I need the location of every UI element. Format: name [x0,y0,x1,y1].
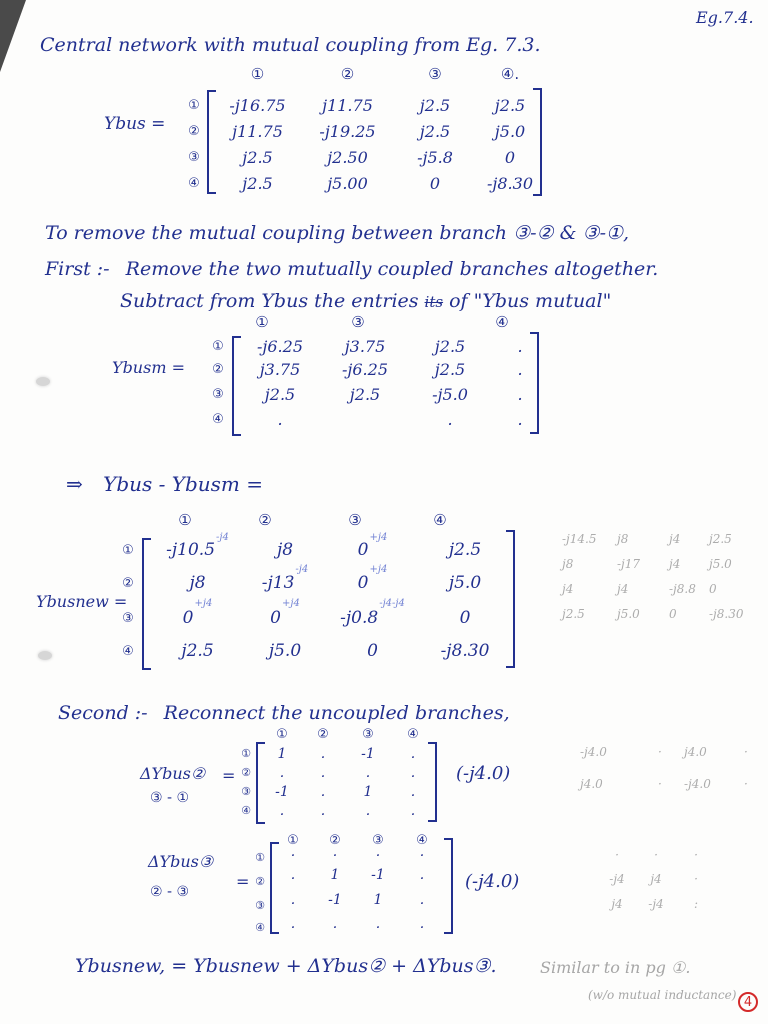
pencil-cell: 0 [669,606,677,621]
matrix-cell [245,600,325,636]
matrix-cell: j3.75 [344,336,386,356]
matrix-cell: j2.5 [419,121,451,141]
pencil-cell: j4 [650,872,662,886]
ybusm-label: Ybusm = [112,358,185,377]
matrix-cell-value: 0 [182,608,194,628]
column-header: ④ [416,832,428,848]
pencil-cell: : [693,897,699,911]
matrix-cell: . [290,892,296,908]
matrix-cell: j2.5 [242,147,273,167]
matrix-cell-value: j2.5 [448,540,482,560]
delta-23-pencil [592,844,722,916]
column-header: ③ [362,726,374,742]
right-bracket [533,88,542,196]
second-step-heading: Second :- [58,702,148,724]
pencil-cell: j5.0 [709,556,732,571]
matrix-cell: . [320,764,326,781]
pencil-cell: j4 [611,897,623,911]
matrix-cell: . [419,916,425,932]
matrix-cell-value: 0 [367,641,378,661]
matrix-cell [420,534,510,566]
matrix-cell: -1 [275,783,289,800]
pencil-cell: -j8.30 [709,606,744,621]
matrix-cell: . [517,359,523,379]
difference-line [66,472,263,496]
matrix-cell: j5.0 [494,121,526,141]
matrix-cell-value: 0 [459,608,471,628]
matrix-cell-value: 0 [270,608,281,628]
matrix-cell [150,534,245,566]
delta-23-equals: = [236,872,250,891]
matrix-cell: -j8.30 [487,173,533,193]
column-header: ② [340,65,355,83]
matrix-cell: -j5.0 [432,384,468,404]
column-header: ④. [500,65,520,83]
pencil-cell: -j14.5 [562,531,597,546]
matrix-cell-pencil-note: -j4 [216,532,229,543]
row-label: ② [122,575,134,591]
row-label: ③ [122,610,134,626]
pencil-cell: j4.0 [580,777,603,791]
ybus-label: Ybus = [104,114,166,134]
matrix-cell: 1 [277,745,287,762]
pencil-result-matrix [562,526,759,626]
matrix-cell: -j19.25 [319,121,376,141]
matrix-cell: . [320,802,326,819]
matrix-cell-pencil-note: +j4 [194,598,213,609]
matrix-cell: -1 [361,745,375,762]
row-label: ② [212,361,224,377]
pencil-cell: -j4 [609,872,625,886]
pencil-cell: · [694,872,698,886]
matrix-cell: . [419,844,425,860]
matrix-cell: . [290,916,296,932]
delta-31-factor: (-j4.0) [456,763,511,784]
matrix-cell: . [290,867,296,883]
matrix-cell-value: 0 [357,540,369,560]
ybusm-row-labels [208,334,228,430]
matrix-cell: . [365,764,371,781]
column-header: ④ [495,313,509,331]
matrix-cell: j2.5 [242,173,273,193]
subtract-line [120,290,611,312]
matrix-cell: . [517,336,523,356]
struck-word: its [424,293,444,311]
column-header: ③ [372,832,384,848]
matrix-cell: . [290,844,296,860]
delta-31-pencil [580,736,756,800]
matrix-cell: . [419,867,425,883]
pencil-cell: j5.0 [617,606,640,621]
matrix-cell: j2.5 [494,95,526,115]
row-label: ① [188,97,200,113]
matrix-cell: . [517,409,523,429]
matrix-cell [150,600,245,636]
matrix-cell [325,636,420,666]
pencil-cell: j4 [562,581,574,596]
row-label: ② [241,766,251,779]
matrix-cell: j2.50 [327,147,368,167]
matrix-cell-pencil-note: -j4-j4 [379,598,405,609]
row-label: ③ [255,898,265,912]
matrix-cell: -1 [371,867,385,883]
matrix-cell: . [410,802,416,819]
matrix-cell: . [375,916,381,932]
matrix-cell [325,600,420,636]
delta-31-label: ΔYbus② [140,764,206,783]
matrix-cell-value: -j13 [261,573,295,593]
matrix-cell: j11.75 [232,121,283,141]
ybus-matrix [215,92,545,196]
matrix-cell: . [279,802,285,819]
pencil-cell: · [615,848,619,862]
column-header: ① [287,832,299,848]
matrix-cell-value: j2.5 [181,641,214,661]
matrix-cell: . [447,409,453,429]
matrix-cell [320,408,410,430]
matrix-cell-value: 0 [357,573,369,593]
matrix-cell [150,636,245,666]
example-reference: Eg.7.4. [696,8,754,27]
matrix-cell: . [410,745,416,762]
matrix-cell [150,566,245,600]
punch-hole-mark [38,651,52,660]
first-step-text: Remove the two mutually coupled branches altogether. [125,258,659,280]
intro-line: Central network with mutual coupling from Eg. 7.3. [40,34,541,56]
matrix-cell-value: -j10.5 [166,540,216,560]
pencil-cell: · [658,745,662,759]
punch-hole-mark [36,377,50,386]
column-header: ④ [407,726,419,742]
pencil-cell: j4 [669,531,681,546]
pencil-cell: -j8.8 [669,581,696,596]
matrix-cell-value: -j8.30 [440,641,490,661]
pencil-cell: -j4 [648,897,664,911]
matrix-cell-value: -j0.8 [340,608,379,628]
delta-31-column-headers [262,724,434,744]
row-label: ① [255,850,265,864]
first-step-line [45,258,658,280]
matrix-cell [420,636,510,666]
column-header: ② [258,511,272,529]
pencil-cell: j4 [617,581,629,596]
matrix-cell: -j6.25 [342,359,388,379]
pencil-cell: j8 [617,531,629,546]
matrix-cell: j2.5 [434,359,466,379]
second-step-line [58,702,510,724]
matrix-cell-value: j5.0 [448,573,482,593]
ybusnew-label: Ybusnew = [36,592,128,611]
matrix-cell: . [365,802,371,819]
pencil-cell: j2.5 [562,606,585,621]
ybus-column-headers [215,62,545,86]
delta-31-row-labels [238,744,254,820]
matrix-cell: 0 [504,147,516,167]
right-bracket [444,838,453,934]
matrix-cell [245,566,325,600]
delta-23-factor: (-j4.0) [465,871,520,892]
row-label: ① [212,338,224,354]
pencil-cell: · [744,745,748,759]
ybusm-matrix [240,334,550,430]
matrix-cell: -j5.8 [417,147,453,167]
matrix-cell: . [320,745,326,762]
pencil-cell: · [658,777,662,791]
pencil-cell: j4 [669,556,681,571]
matrix-cell: j2.5 [349,384,381,404]
pencil-cell: j4.0 [684,745,707,759]
ybus-row-labels [183,92,205,196]
matrix-cell: 1 [373,892,383,908]
matrix-cell: . [410,764,416,781]
matrix-cell: . [279,764,285,781]
column-header: ① [178,511,192,529]
matrix-cell: j3.75 [259,359,301,379]
matrix-cell: 1 [330,867,340,883]
matrix-cell: . [277,409,283,429]
delta-31-branch: ③ - ① [150,790,190,806]
pencil-cell: j8 [562,556,574,571]
implies-arrow: ⇒ [66,472,83,496]
column-header: ③ [348,511,362,529]
matrix-cell: . [410,783,416,800]
delta-23-row-labels [252,846,268,938]
pencil-cell: -j4.0 [580,745,607,759]
delta-31-equals: = [222,766,236,785]
row-label: ③ [188,149,200,165]
matrix-cell: . [419,892,425,908]
column-header: ① [255,313,269,331]
second-step-text: Reconnect the uncoupled branches, [163,702,510,724]
pencil-note-sub: (w/o mutual inductance) [588,988,737,1002]
matrix-cell [245,534,325,566]
matrix-cell: 1 [363,783,373,800]
row-label: ① [122,542,134,558]
pencil-cell: -j4.0 [684,777,711,791]
matrix-cell [420,566,510,600]
matrix-cell [325,566,420,600]
row-label: ④ [241,804,251,817]
column-header: ② [329,832,341,848]
row-label: ③ [212,386,224,402]
matrix-cell-pencil-note: +j4 [369,532,388,543]
row-label: ③ [241,785,251,798]
matrix-cell: j2.5 [434,336,466,356]
subtract-text-end: of "Ybus mutual" [449,290,612,312]
pencil-cell: · [654,848,658,862]
column-header: ③ [428,65,442,83]
pencil-cell: 0 [709,581,717,596]
column-header: ③ [351,313,365,331]
matrix-cell: j5.00 [327,173,368,193]
final-equation: Ybusnew, = Ybusnew + ΔYbus② + ΔYbus③. [75,955,497,977]
matrix-cell-pencil-note: +j4 [369,564,388,575]
matrix-cell [245,636,325,666]
matrix-cell: j11.75 [322,95,373,115]
matrix-cell-pencil-note: +j4 [281,598,300,609]
matrix-cell: j2.5 [264,384,296,404]
subtract-text-start: Subtract from Ybus the entries [120,290,419,312]
pencil-cell: · [744,777,748,791]
row-label: ④ [255,920,265,934]
ybusnew-matrix [150,534,510,666]
pencil-cell: -j17 [617,556,641,571]
matrix-cell: . [332,916,338,932]
matrix-cell: -j6.25 [257,336,303,356]
row-label: ④ [122,643,134,659]
pencil-cell: · [694,848,698,862]
matrix-cell-pencil-note: -j4 [295,564,309,575]
matrix-cell-value: j5.0 [268,641,302,661]
remove-coupling-line: To remove the mutual coupling between branch ③-② & ③-①, [45,222,630,244]
column-header: ① [250,65,265,83]
matrix-cell: -j16.75 [229,95,286,115]
right-bracket [506,530,515,668]
pencil-note: Similar to in pg ①. [540,958,691,977]
matrix-cell: j2.5 [419,95,451,115]
page-number: 4 [738,992,758,1012]
matrix-cell-value: j8 [189,573,206,593]
right-bracket [530,332,539,434]
ybusm-column-headers [245,310,567,334]
matrix-cell: -1 [328,892,342,908]
column-header: ② [317,726,329,742]
matrix-cell-value: j8 [276,540,294,560]
right-bracket [428,742,437,822]
row-label: ② [188,123,200,139]
matrix-cell: 0 [429,173,441,193]
matrix-cell [420,600,510,636]
matrix-cell: . [375,844,381,860]
row-label: ② [255,874,265,888]
matrix-cell: . [332,844,338,860]
ybusnew-row-labels [118,534,138,666]
difference-expression: Ybus - Ybusm = [103,472,263,496]
matrix-cell [325,534,420,566]
delta-23-label: ΔYbus③ [148,852,214,871]
row-label: ④ [188,175,200,191]
pencil-cell: j2.5 [709,531,732,546]
column-header: ① [276,726,288,742]
delta-23-matrix [274,842,446,936]
first-step-heading: First :- [45,258,110,280]
row-label: ④ [212,411,224,427]
column-header: ④ [433,511,447,529]
delta-23-branch: ② - ③ [150,884,190,900]
matrix-cell: . [320,783,326,800]
matrix-cell: . [517,384,523,404]
scan-corner-shadow [0,0,26,72]
ybusnew-column-headers [150,508,480,532]
delta-31-matrix [262,744,434,820]
row-label: ① [241,747,251,760]
